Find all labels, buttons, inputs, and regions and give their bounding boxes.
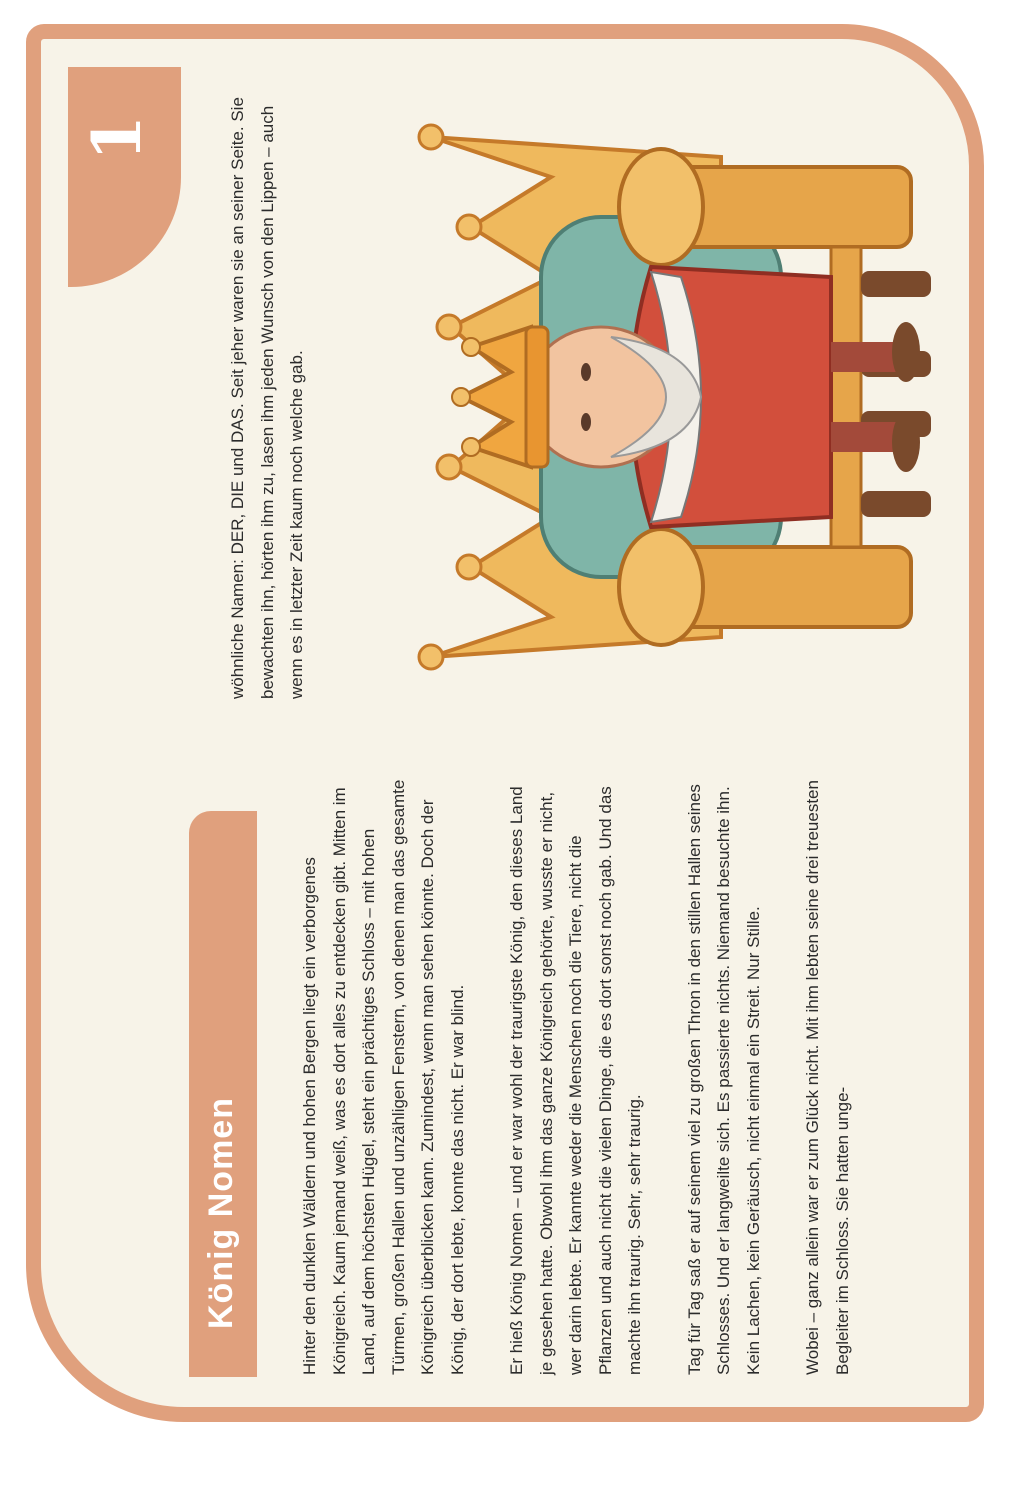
paragraph: Er hieß König Nomen – und er war wohl der traurigste König, den dieses Land je gesehen hatte. Obwohl ihm das ganze Königreich gehörte, wusste er nicht, wer darin lebte. Er kannte weder die Menschen noch die Tiere, nicht die Pflanzen und auch nicht die vielen Dinge, die es dort sonst noch gab. Und das machte ihn traurig. Sehr, sehr traurig. <box>507 786 644 1375</box>
paragraph: wöhnliche Namen: DER, DIE und DAS. Seit jeher waren sie an seiner Seite. Sie bewachten ihn, hörten ihm zu, lasen ihm jeden Wunsch von den Lippen – auch wenn es in letzter Zeit kaum noch welche gab. <box>228 97 306 699</box>
paragraph: Tag für Tag saß er auf seinem viel zu großen Thron in den stillen Hallen seines Schlosses. Und er langweilte sich. Es passierte nichts. Niemand besuchte ihn. Kein Lachen, kein Geräusch, nicht einmal ein Streit. Nur Stille. <box>684 784 763 1375</box>
king-on-throne-illustration <box>361 97 961 697</box>
title-banner <box>189 811 257 1377</box>
page-number: 1 <box>78 115 156 161</box>
story-card <box>26 24 984 1422</box>
paragraph: Hinter den dunklen Wäldern und hohen Bergen liegt ein verborgenes Königreich. Kaum jemand weiß, was es dort alles zu entdecken gibt. Mitten im Land, auf dem höchsten Hügel, steht ein prächtiges Schloss – mit hohen Türmen, großen Hallen und unzähligen Fenstern, von denen man das gesamte Königreich überblicken kann. Zumindest, wenn man sehen könnte. Doch der König, der dort lebte, konnte das nicht. Er war blind. <box>300 779 467 1375</box>
rotated-page-content <box>41 39 1024 1487</box>
text-column-left <box>295 775 887 1375</box>
story-title: König Nomen <box>202 1097 240 1329</box>
page-number-tab <box>68 67 181 287</box>
text-column-right <box>223 89 342 699</box>
paragraph: Wobei – ganz allein war er zum Glück nicht. Mit ihm lebten seine drei treuesten Begleiter im Schloss. Sie hatten unge- <box>803 780 852 1375</box>
